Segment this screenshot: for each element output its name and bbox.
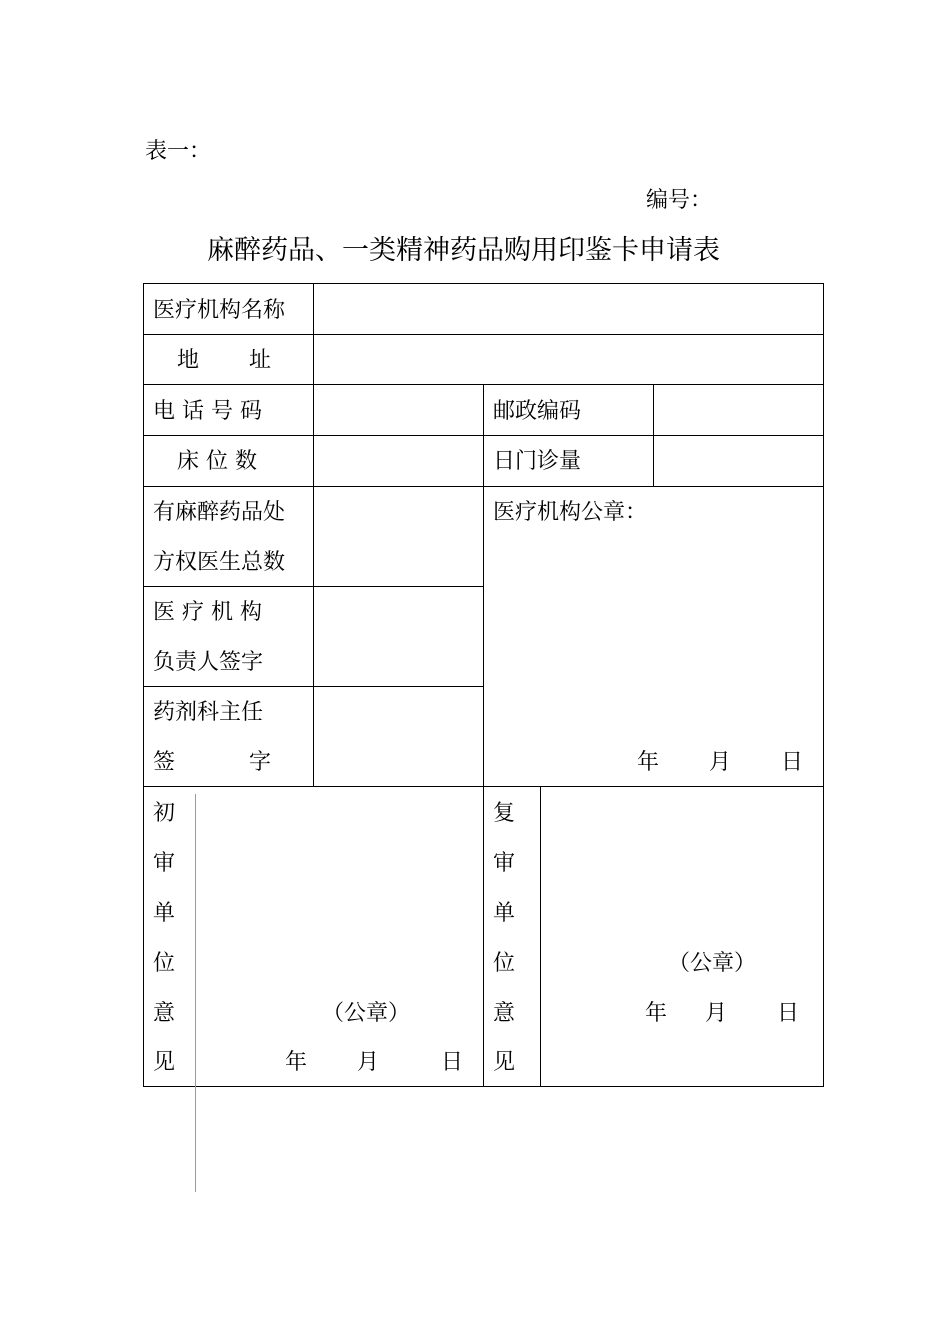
table-border-top bbox=[143, 283, 824, 284]
table-border-left bbox=[143, 283, 144, 1087]
sign-label-1: 签 bbox=[153, 750, 176, 775]
first-review-char: 单 bbox=[153, 901, 176, 926]
seal-month: 月 bbox=[709, 750, 732, 775]
second-review-char: 复 bbox=[493, 801, 516, 826]
first-review-char: 意 bbox=[153, 1001, 176, 1026]
col-divider bbox=[313, 283, 314, 787]
pharmacy-director-label: 药剂科主任 bbox=[153, 700, 264, 725]
serial-number-label: 编号： bbox=[646, 188, 713, 213]
first-review-seal: （公章） bbox=[322, 1001, 411, 1026]
first-review-month: 月 bbox=[357, 1050, 380, 1075]
first-review-day: 日 bbox=[441, 1050, 464, 1075]
second-review-char: 审 bbox=[493, 851, 516, 876]
address-label-1: 地 bbox=[177, 348, 200, 373]
org-seal-label: 医疗机构公章： bbox=[493, 500, 648, 525]
second-review-year: 年 bbox=[645, 1001, 668, 1026]
doctors-label-2: 方权医生总数 bbox=[153, 550, 286, 575]
daily-visits-label: 日门诊量 bbox=[493, 449, 582, 474]
first-review-char: 见 bbox=[153, 1050, 176, 1075]
doctors-label-1: 有麻醉药品处 bbox=[153, 500, 286, 525]
second-review-char: 位 bbox=[493, 951, 516, 976]
second-review-char: 单 bbox=[493, 901, 516, 926]
first-review-char: 审 bbox=[153, 851, 176, 876]
col-divider bbox=[483, 384, 484, 1087]
col-divider bbox=[653, 384, 654, 486]
page-title: 麻醉药品、一类精神药品购用印鉴卡申请表 bbox=[207, 235, 720, 266]
phone-label: 电 话 号 码 bbox=[153, 399, 262, 424]
second-review-day: 日 bbox=[777, 1001, 800, 1026]
table-border-right bbox=[823, 283, 824, 1087]
seal-day: 日 bbox=[781, 750, 804, 775]
address-label-2: 址 bbox=[249, 348, 272, 373]
head-sign-label-2: 负责人签字 bbox=[153, 650, 264, 675]
second-review-month: 月 bbox=[705, 1001, 728, 1026]
beds-label: 床 位 数 bbox=[177, 449, 257, 474]
col-divider bbox=[540, 786, 541, 1087]
postal-code-label: 邮政编码 bbox=[493, 399, 582, 424]
second-review-char: 意 bbox=[493, 1001, 516, 1026]
org-name-label: 医疗机构名称 bbox=[153, 298, 286, 323]
first-review-char: 初 bbox=[153, 801, 176, 826]
table-label: 表一： bbox=[145, 139, 212, 164]
head-sign-label-1: 医 疗 机 构 bbox=[153, 600, 262, 625]
first-review-char: 位 bbox=[153, 951, 176, 976]
seal-year: 年 bbox=[637, 750, 660, 775]
second-review-char: 见 bbox=[493, 1050, 516, 1075]
first-review-year: 年 bbox=[285, 1050, 308, 1075]
row-divider bbox=[143, 334, 824, 335]
review-divider bbox=[195, 794, 196, 1192]
sign-label-2: 字 bbox=[249, 750, 272, 775]
second-review-seal: （公章） bbox=[668, 951, 757, 976]
